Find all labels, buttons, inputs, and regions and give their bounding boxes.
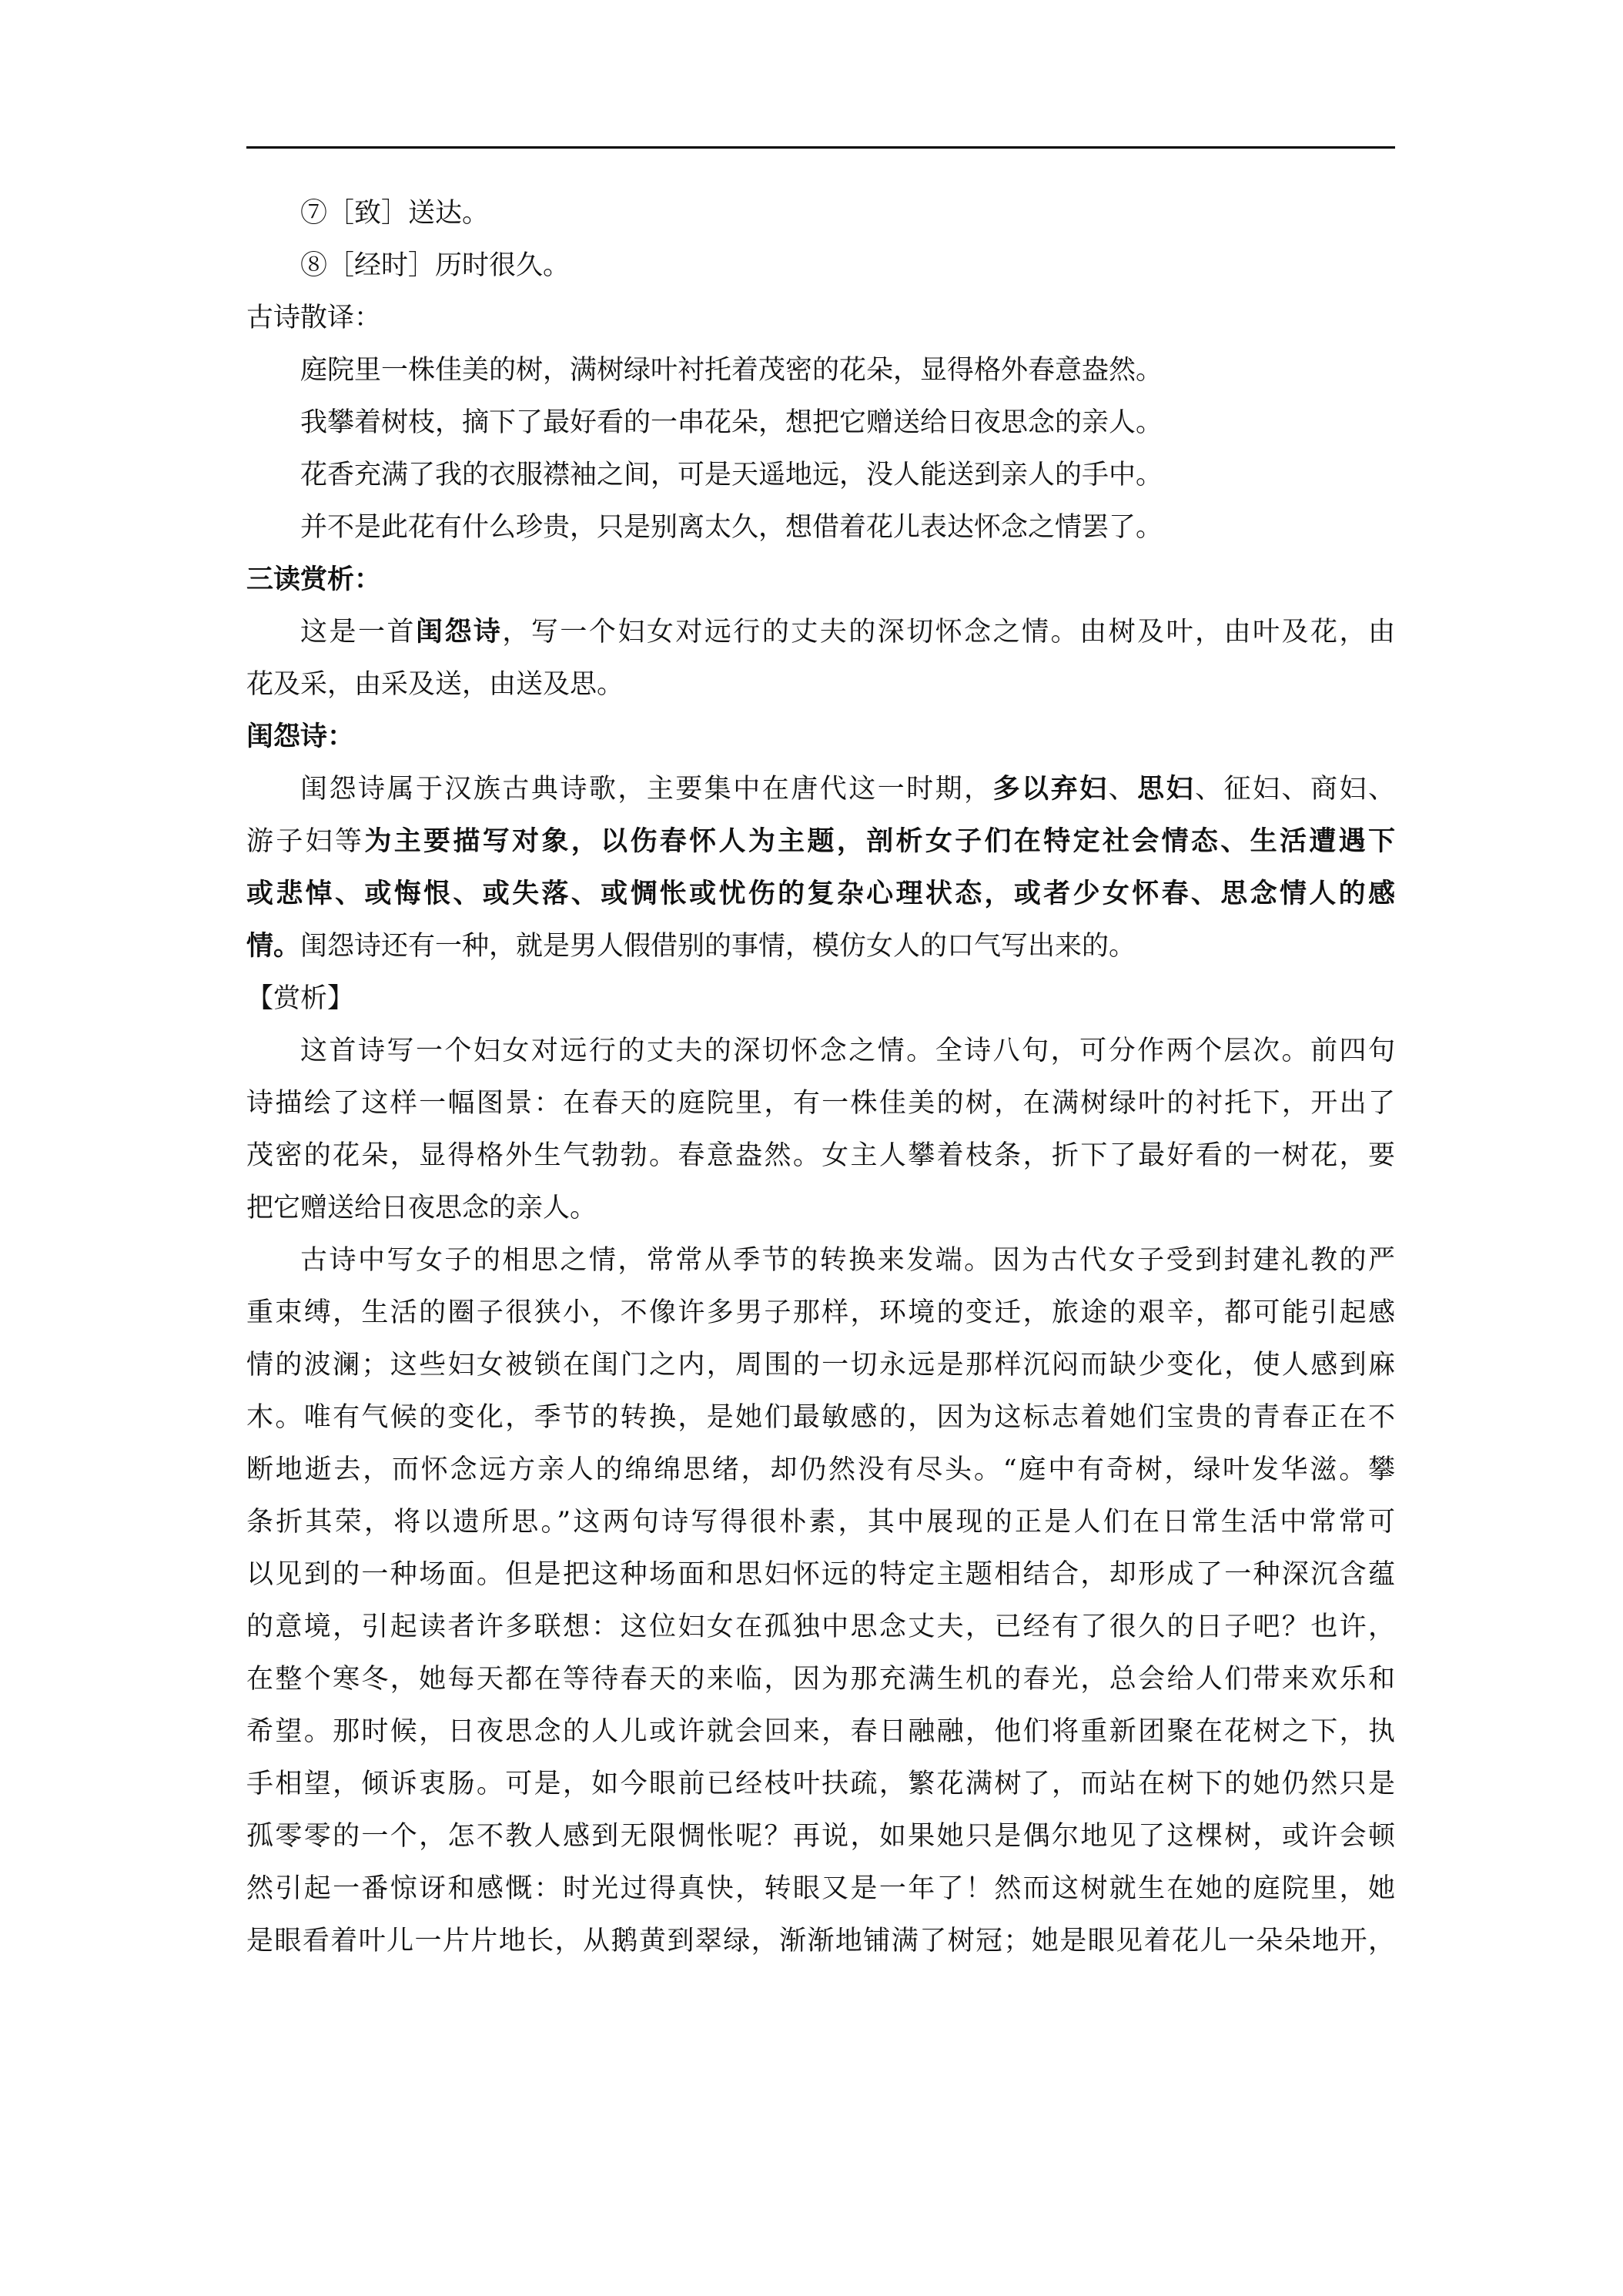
term-boudoir-poem: 闺怨诗 bbox=[415, 616, 503, 648]
prose-translation-line: 我攀着树枝，摘下了最好看的一串花朵，想把它赠送给日夜思念的亲人。 bbox=[300, 407, 1163, 438]
appreciation-para2-line: 重束缚，生活的圈子很狭小，不像许多男子那样，环境的变迁，旅途的艰辛，都可能引起感 bbox=[246, 1297, 1395, 1328]
prose-translation-line: 并不是此花有什么珍贵，只是别离太久，想借着花儿表达怀念之情罢了。 bbox=[300, 512, 1163, 543]
appreciation-para2-line: 然引起一番惊讶和感慨：时光过得真快，转眼又是一年了！然而这树就生在她的庭院里，她 bbox=[246, 1873, 1395, 1904]
boudoir-poem-heading: 闺怨诗： bbox=[246, 721, 355, 752]
boudoir-poem-line: 或悲悼、或悔恨、或失落、或惆怅或忧伤的复杂心理状态，或者少女怀春、思念情人的感 bbox=[246, 878, 1395, 909]
boudoir-poem-line: 情。闺怨诗还有一种，就是男人假借别的事情，模仿女人的口气写出来的。 bbox=[246, 930, 1136, 962]
appreciation-para1-line: 把它赠送给日夜思念的亲人。 bbox=[246, 1193, 597, 1223]
appreciation-heading: 【赏析】 bbox=[246, 983, 355, 1014]
appreciation-para2-line: 的意境，引起读者许多联想：这位妇女在孤独中思念丈夫，已经有了很久的日子吧？也许， bbox=[246, 1612, 1395, 1642]
appreciation-para2-line: 希望。那时候，日夜思念的人儿或许就会回来，春日融融，他们将重新团聚在花树之下，执 bbox=[246, 1716, 1395, 1747]
appreciation-para2-line: 在整个寒冬，她每天都在等待春天的来临，因为那充满生机的春光，总会给人们带来欢乐和 bbox=[246, 1664, 1395, 1695]
boudoir-poem-line: 闺怨诗属于汉族古典诗歌，主要集中在唐代这一时期，多以弃妇、思妇、征妇、商妇、 bbox=[300, 773, 1395, 805]
note-8: ⑧［经时］历时很久。 bbox=[300, 250, 571, 281]
appreciation-para2-line: 情的波澜；这些妇女被锁在闺门之内，周围的一切永远是那样沉闷而缺少变化，使人感到麻 bbox=[246, 1350, 1395, 1381]
appreciation-para2-line: 手相望，倾诉衷肠。可是，如今眼前已经枝叶扶疏，繁花满树了，而站在树下的她仍然只是 bbox=[246, 1769, 1395, 1799]
appreciation-para2-line: 孤零零的一个，怎不教人感到无限惆怅呢？再说，如果她只是偶尔地见了这棵树，或许会顿 bbox=[246, 1821, 1395, 1852]
appreciation-para2-line: 是眼看着叶儿一片片地长，从鹅黄到翠绿，渐渐地铺满了树冠；她是眼见着花儿一朵朵地开， bbox=[246, 1926, 1395, 1956]
header-rule bbox=[246, 146, 1395, 149]
appreciation-para2-line: 以见到的一种场面。但是把这种场面和思妇怀远的特定主题相结合，却形成了一种深沉含蕴 bbox=[246, 1559, 1395, 1590]
prose-translation-line: 花香充满了我的衣服襟袖之间，可是天遥地远，没人能送到亲人的手中。 bbox=[300, 460, 1163, 490]
appreciation-para2-line: 条折其荣，将以遗所思。”这两句诗写得很朴素，其中展现的正是人们在日常生活中常常可 bbox=[246, 1507, 1395, 1538]
appreciation-para1-line: 诗描绘了这样一幅图景：在春天的庭院里，有一株佳美的树，在满树绿叶的衬托下，开出了 bbox=[246, 1088, 1395, 1119]
boudoir-poem-line: 游子妇等为主要描写对象，以伤春怀人为主题，剖析女子们在特定社会情态、生活遭遇下 bbox=[246, 825, 1395, 857]
third-reading-line: 这是一首闺怨诗，写一个妇女对远行的丈夫的深切怀念之情。由树及叶，由叶及花，由 bbox=[300, 616, 1395, 648]
prose-translation-heading: 古诗散译： bbox=[246, 303, 382, 333]
appreciation-para2-line: 断地逝去，而怀念远方亲人的绵绵思绪，却仍然没有尽头。“庭中有奇树，绿叶发华滋。攀 bbox=[246, 1454, 1395, 1485]
note-7: ⑦［致］送达。 bbox=[300, 198, 490, 229]
prose-translation-line: 庭院里一株佳美的树，满树绿叶衬托着茂密的花朵，显得格外春意盎然。 bbox=[300, 355, 1163, 386]
appreciation-para2-line: 木。唯有气候的变化，季节的转换，是她们最敏感的，因为这标志着她们宝贵的青春正在不 bbox=[246, 1402, 1395, 1433]
document-body bbox=[246, 187, 1395, 1967]
appreciation-para1-line: 茂密的花朵，显得格外生气勃勃。春意盎然。女主人攀着枝条，折下了最好看的一树花，要 bbox=[246, 1140, 1395, 1171]
third-reading-line: 花及采，由采及送，由送及思。 bbox=[246, 669, 624, 700]
third-reading-heading: 三读赏析： bbox=[246, 564, 382, 595]
appreciation-para1-line: 这首诗写一个妇女对远行的丈夫的深切怀念之情。全诗八句，可分作两个层次。前四句 bbox=[300, 1036, 1395, 1066]
appreciation-para2-line: 古诗中写女子的相思之情，常常从季节的转换来发端。因为古代女子受到封建礼教的严 bbox=[300, 1245, 1395, 1276]
